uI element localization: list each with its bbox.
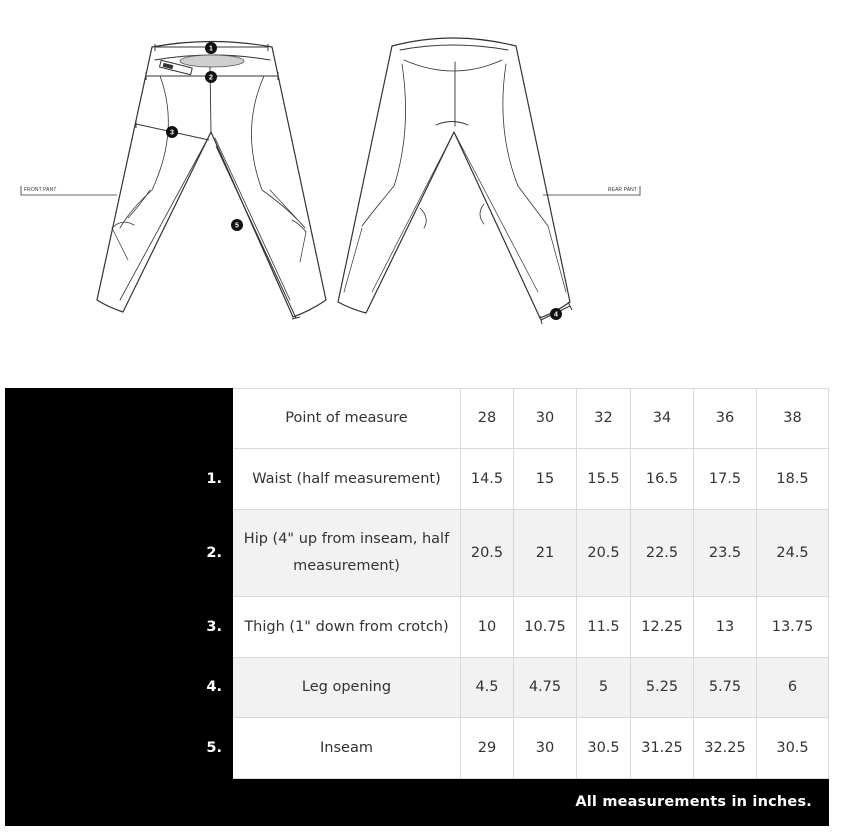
size-chart-table bbox=[5, 388, 829, 826]
rear-pant-outline bbox=[338, 38, 570, 318]
row-value: 5.75 bbox=[694, 658, 757, 718]
row-number: 1. bbox=[6, 449, 233, 510]
table-row bbox=[6, 449, 829, 510]
marker-5 bbox=[231, 219, 243, 231]
row-value: 13.75 bbox=[757, 597, 829, 658]
svg-text:4: 4 bbox=[554, 311, 558, 319]
svg-text:1: 1 bbox=[209, 45, 213, 53]
svg-text:2: 2 bbox=[209, 74, 213, 82]
row-value: 4.5 bbox=[461, 658, 514, 718]
row-label: Thigh (1" down from crotch) bbox=[233, 597, 461, 658]
row-value: 6 bbox=[757, 658, 829, 718]
marker-1 bbox=[205, 42, 217, 54]
marker-3 bbox=[166, 126, 178, 138]
row-value: 5 bbox=[577, 658, 631, 718]
row-number: 4. bbox=[6, 658, 233, 718]
row-label: Leg opening bbox=[233, 658, 461, 718]
rear-pant-label: REAR PANT bbox=[607, 187, 637, 193]
table-row bbox=[6, 718, 829, 779]
svg-text:5: 5 bbox=[235, 222, 239, 230]
row-value: 15.5 bbox=[577, 449, 631, 510]
header-size-32: 32 bbox=[577, 389, 631, 449]
row-value: 29 bbox=[461, 718, 514, 779]
row-value: 20.5 bbox=[577, 510, 631, 597]
header-point-of-measure: Point of measure bbox=[233, 389, 461, 449]
row-label: Hip (4" up from inseam, half measurement) bbox=[233, 510, 461, 597]
row-value: 20.5 bbox=[461, 510, 514, 597]
row-value: 22.5 bbox=[631, 510, 694, 597]
row-value: 12.25 bbox=[631, 597, 694, 658]
row-value: 15 bbox=[514, 449, 577, 510]
svg-text:3: 3 bbox=[170, 129, 174, 137]
pant-diagram bbox=[0, 0, 841, 340]
row-value: 13 bbox=[694, 597, 757, 658]
row-value: 17.5 bbox=[694, 449, 757, 510]
row-number: 2. bbox=[6, 510, 233, 597]
row-value: 32.25 bbox=[694, 718, 757, 779]
row-value: 5.25 bbox=[631, 658, 694, 718]
front-pant-label: FRONT PANT bbox=[24, 187, 57, 193]
row-number: 5. bbox=[6, 718, 233, 779]
marker-4 bbox=[550, 308, 562, 320]
row-label: Waist (half measurement) bbox=[233, 449, 461, 510]
row-number: 3. bbox=[6, 597, 233, 658]
row-value: 11.5 bbox=[577, 597, 631, 658]
header-size-38: 38 bbox=[757, 389, 829, 449]
row-value: 18.5 bbox=[757, 449, 829, 510]
row-value: 16.5 bbox=[631, 449, 694, 510]
row-value: 4.75 bbox=[514, 658, 577, 718]
header-size-36: 36 bbox=[694, 389, 757, 449]
row-label: Inseam bbox=[233, 718, 461, 779]
footer-row bbox=[6, 779, 829, 826]
header-row bbox=[6, 389, 829, 449]
row-value: 31.25 bbox=[631, 718, 694, 779]
header-size-28: 28 bbox=[461, 389, 514, 449]
row-value: 14.5 bbox=[461, 449, 514, 510]
row-value: 10.75 bbox=[514, 597, 577, 658]
header-size-34: 34 bbox=[631, 389, 694, 449]
row-value: 23.5 bbox=[694, 510, 757, 597]
row-value: 30.5 bbox=[757, 718, 829, 779]
row-value: 10 bbox=[461, 597, 514, 658]
table-row bbox=[6, 510, 829, 597]
row-value: 21 bbox=[514, 510, 577, 597]
row-value: 30.5 bbox=[577, 718, 631, 779]
row-value: 30 bbox=[514, 718, 577, 779]
marker-2 bbox=[205, 71, 217, 83]
measurement-unit-note: All measurements in inches. bbox=[6, 779, 829, 826]
header-number-cell bbox=[6, 389, 233, 449]
table-row bbox=[6, 597, 829, 658]
row-value: 24.5 bbox=[757, 510, 829, 597]
table-row bbox=[6, 658, 829, 718]
header-size-30: 30 bbox=[514, 389, 577, 449]
